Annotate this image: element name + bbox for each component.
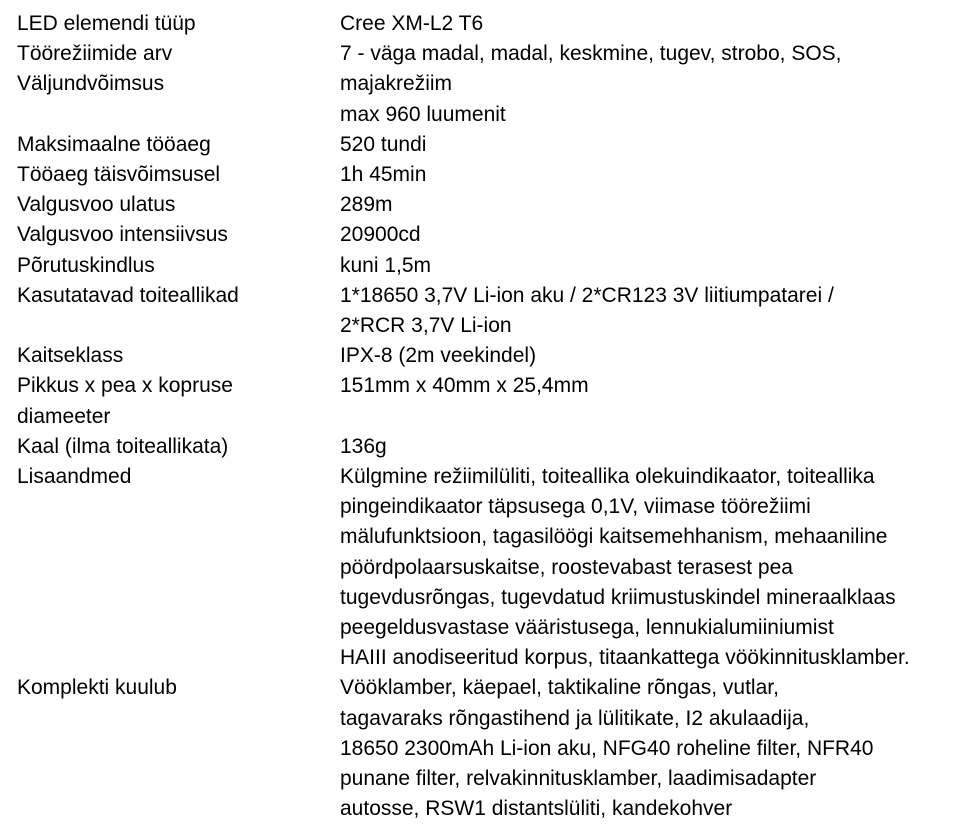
- spec-value-line: 2*RCR 3,7V Li-ion: [340, 314, 512, 338]
- spec-value: [340, 371, 972, 401]
- spec-value-line: tagavaraks rõngastihend ja lülitikate, I2 akulaadija,: [340, 706, 810, 730]
- spec-row: [17, 160, 972, 190]
- spec-value-line: peegeldusvastase vääristusega, lennukialumiiniumist: [340, 616, 834, 640]
- spec-label: [17, 673, 340, 703]
- spec-label: [17, 281, 340, 311]
- spec-row: [17, 190, 972, 220]
- spec-label-line: Kaal (ilma toiteallikata): [17, 434, 229, 458]
- spec-row: [17, 432, 972, 462]
- spec-value-line: 7 - väga madal, madal, keskmine, tugev, strobo, SOS,: [340, 42, 842, 66]
- spec-row: [17, 130, 972, 160]
- spec-value-line: pöördpolaarsuskaitse, roostevabast terasest pea: [340, 555, 793, 579]
- spec-row: [17, 9, 972, 39]
- spec-label: [17, 160, 340, 190]
- spec-label: [17, 251, 340, 281]
- spec-value-line: 289m: [340, 193, 393, 217]
- spec-value-line: kuni 1,5m: [340, 253, 432, 277]
- spec-value-line: 1h 45min: [340, 163, 427, 187]
- spec-value-line: majakrežiim: [340, 72, 453, 96]
- spec-value: [340, 341, 972, 371]
- spec-label: [17, 371, 340, 431]
- spec-value-line: pingeindikaator täpsusega 0,1V, viimase töörežiimi: [340, 495, 811, 519]
- spec-label: [17, 220, 340, 250]
- spec-label: [17, 39, 340, 69]
- spec-row: [17, 371, 972, 431]
- spec-table: [17, 9, 972, 824]
- spec-label: [17, 69, 340, 99]
- spec-label-line: Valgusvoo intensiivsus: [17, 223, 228, 247]
- spec-label-line: Valgusvoo ulatus: [17, 193, 176, 217]
- spec-label-line: Põrutuskindlus: [17, 253, 155, 277]
- spec-row: [17, 69, 972, 129]
- spec-value-line: max 960 luumenit: [340, 102, 506, 126]
- spec-value-line: punane filter, relvakinnitusklamber, laadimisadapter: [340, 767, 817, 791]
- spec-value: [340, 130, 972, 160]
- spec-value-line: tugevdusrõngas, tugevdatud kriimustuskindel mineraalklaas: [340, 585, 896, 609]
- spec-label-line: Komplekti kuulub: [17, 676, 177, 700]
- spec-label-line: Lisaandmed: [17, 465, 132, 489]
- spec-label: [17, 9, 340, 39]
- spec-value: [340, 281, 972, 341]
- spec-value: [340, 432, 972, 462]
- spec-row: [17, 251, 972, 281]
- spec-label-line: Pikkus x pea x kopruse: [17, 374, 233, 398]
- spec-label-line: diameeter: [17, 404, 111, 428]
- spec-label-line: Maksimaalne tööaeg: [17, 132, 211, 156]
- spec-value-line: 1*18650 3,7V Li-ion aku / 2*CR123 3V liitiumpatarei /: [340, 283, 834, 307]
- spec-value: [340, 9, 972, 39]
- spec-row: [17, 462, 972, 673]
- spec-value-line: 520 tundi: [340, 132, 427, 156]
- spec-label: [17, 130, 340, 160]
- spec-value: [340, 220, 972, 250]
- spec-label-line: LED elemendi tüüp: [17, 12, 196, 35]
- spec-row: [17, 39, 972, 69]
- spec-value-line: autosse, RSW1 distantslüliti, kandekohver: [340, 797, 733, 821]
- spec-label: [17, 462, 340, 492]
- spec-label: [17, 190, 340, 220]
- spec-label-line: Tööaeg täisvõimsusel: [17, 163, 221, 187]
- spec-row: [17, 673, 972, 824]
- spec-label-line: Kaitseklass: [17, 344, 124, 368]
- spec-label-line: Väljundvõimsus: [17, 72, 165, 96]
- spec-label-line: Kasutatavad toiteallikad: [17, 283, 239, 307]
- spec-row: [17, 341, 972, 371]
- spec-value-line: Cree XM-L2 T6: [340, 12, 484, 35]
- spec-row: [17, 220, 972, 250]
- spec-label: [17, 432, 340, 462]
- spec-value: [340, 190, 972, 220]
- spec-value-line: IPX-8 (2m veekindel): [340, 344, 537, 368]
- spec-value-line: mälufunktsioon, tagasilöögi kaitsemehhanism, mehaaniline: [340, 525, 888, 549]
- spec-value-line: HAIII anodiseeritud korpus, titaankattega vöökinnitusklamber.: [340, 646, 910, 670]
- spec-value: [340, 160, 972, 190]
- spec-value-line: Külgmine režiimilüliti, toiteallika olekuindikaator, toiteallika: [340, 465, 875, 489]
- spec-value-line: 20900cd: [340, 223, 421, 247]
- spec-value-line: Vööklamber, käepael, taktikaline rõngas, vutlar,: [340, 676, 779, 700]
- spec-value-line: 151mm x 40mm x 25,4mm: [340, 374, 589, 398]
- spec-value: [340, 69, 972, 129]
- spec-row: [17, 281, 972, 341]
- spec-label-line: Töörežiimide arv: [17, 42, 173, 66]
- spec-value: [340, 673, 972, 824]
- spec-value: [340, 462, 972, 673]
- spec-value-line: 18650 2300mAh Li-ion aku, NFG40 roheline filter, NFR40: [340, 736, 874, 760]
- spec-value-line: 136g: [340, 434, 387, 458]
- spec-value: [340, 251, 972, 281]
- spec-value: [340, 39, 972, 69]
- spec-label: [17, 341, 340, 371]
